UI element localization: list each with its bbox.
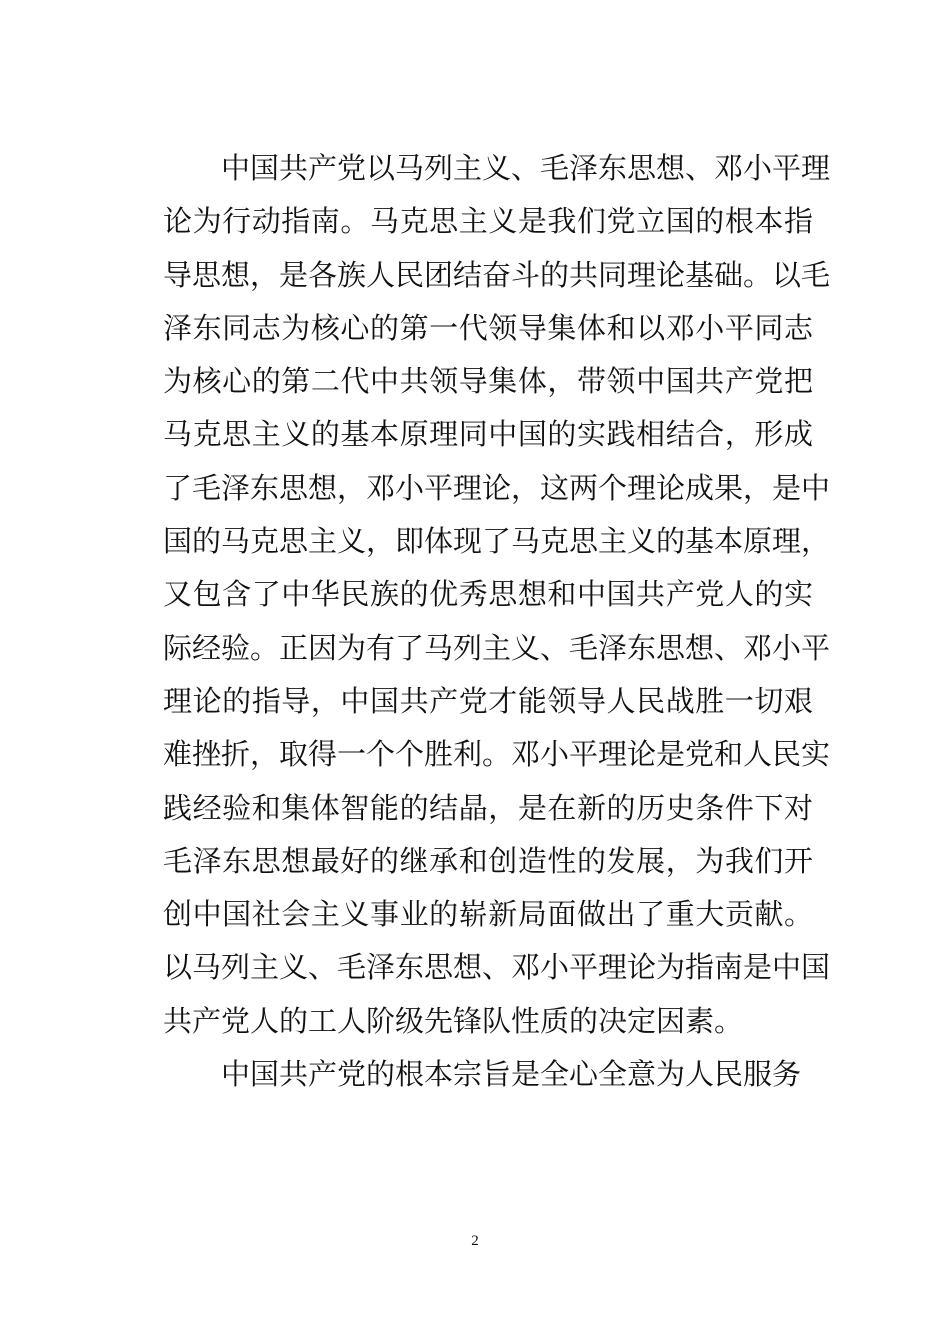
- text-line: 马克思主义的基本原理同中国的实践相结合，形成: [163, 417, 813, 452]
- text-line: 际经验。正因为有了马列主义、毛泽东思想、邓小平: [163, 630, 831, 665]
- text-line: 创中国社会主义事业的崭新局面做出了重大贡献。: [163, 897, 813, 932]
- text-line: 了毛泽东思想，邓小平理论，这两个理论成果，是中: [163, 470, 831, 505]
- text-line: 中国共产党的根本宗旨是全心全意为人民服务: [221, 1057, 802, 1092]
- text-line: 毛泽东思想最好的继承和创造性的发展，为我们开: [163, 843, 813, 878]
- text-line: 泽东同志为核心的第一代领导集体和以邓小平同志: [163, 310, 813, 345]
- text-line: 又包含了中华民族的优秀思想和中国共产党人的实: [163, 577, 813, 612]
- text-line: 理论的指导，中国共产党才能领导人民战胜一切艰: [163, 683, 813, 718]
- page-number: 2: [471, 1233, 479, 1249]
- text-line: 为核心的第二代中共领导集体，带领中国共产党把: [163, 364, 813, 399]
- text-line: 共产党人的工人阶级先锋队性质的决定因素。: [163, 1003, 744, 1038]
- text-line: 国的马克思主义，即体现了马克思主义的基本原理，: [163, 524, 831, 559]
- text-line: 践经验和集体智能的结晶，是在新的历史条件下对: [163, 790, 813, 825]
- text-line: 导思想，是各族人民团结奋斗的共同理论基础。以毛: [163, 257, 831, 292]
- text-line: 中国共产党以马列主义、毛泽东思想、邓小平理: [221, 151, 831, 185]
- text-line: 难挫折，取得一个个胜利。邓小平理论是党和人民实: [163, 737, 831, 772]
- text-line: 论为行动指南。马克思主义是我们党立国的根本指: [163, 204, 813, 239]
- body-text: [163, 142, 831, 1101]
- text-line: 以马列主义、毛泽东思想、邓小平理论为指南是中国: [163, 950, 831, 985]
